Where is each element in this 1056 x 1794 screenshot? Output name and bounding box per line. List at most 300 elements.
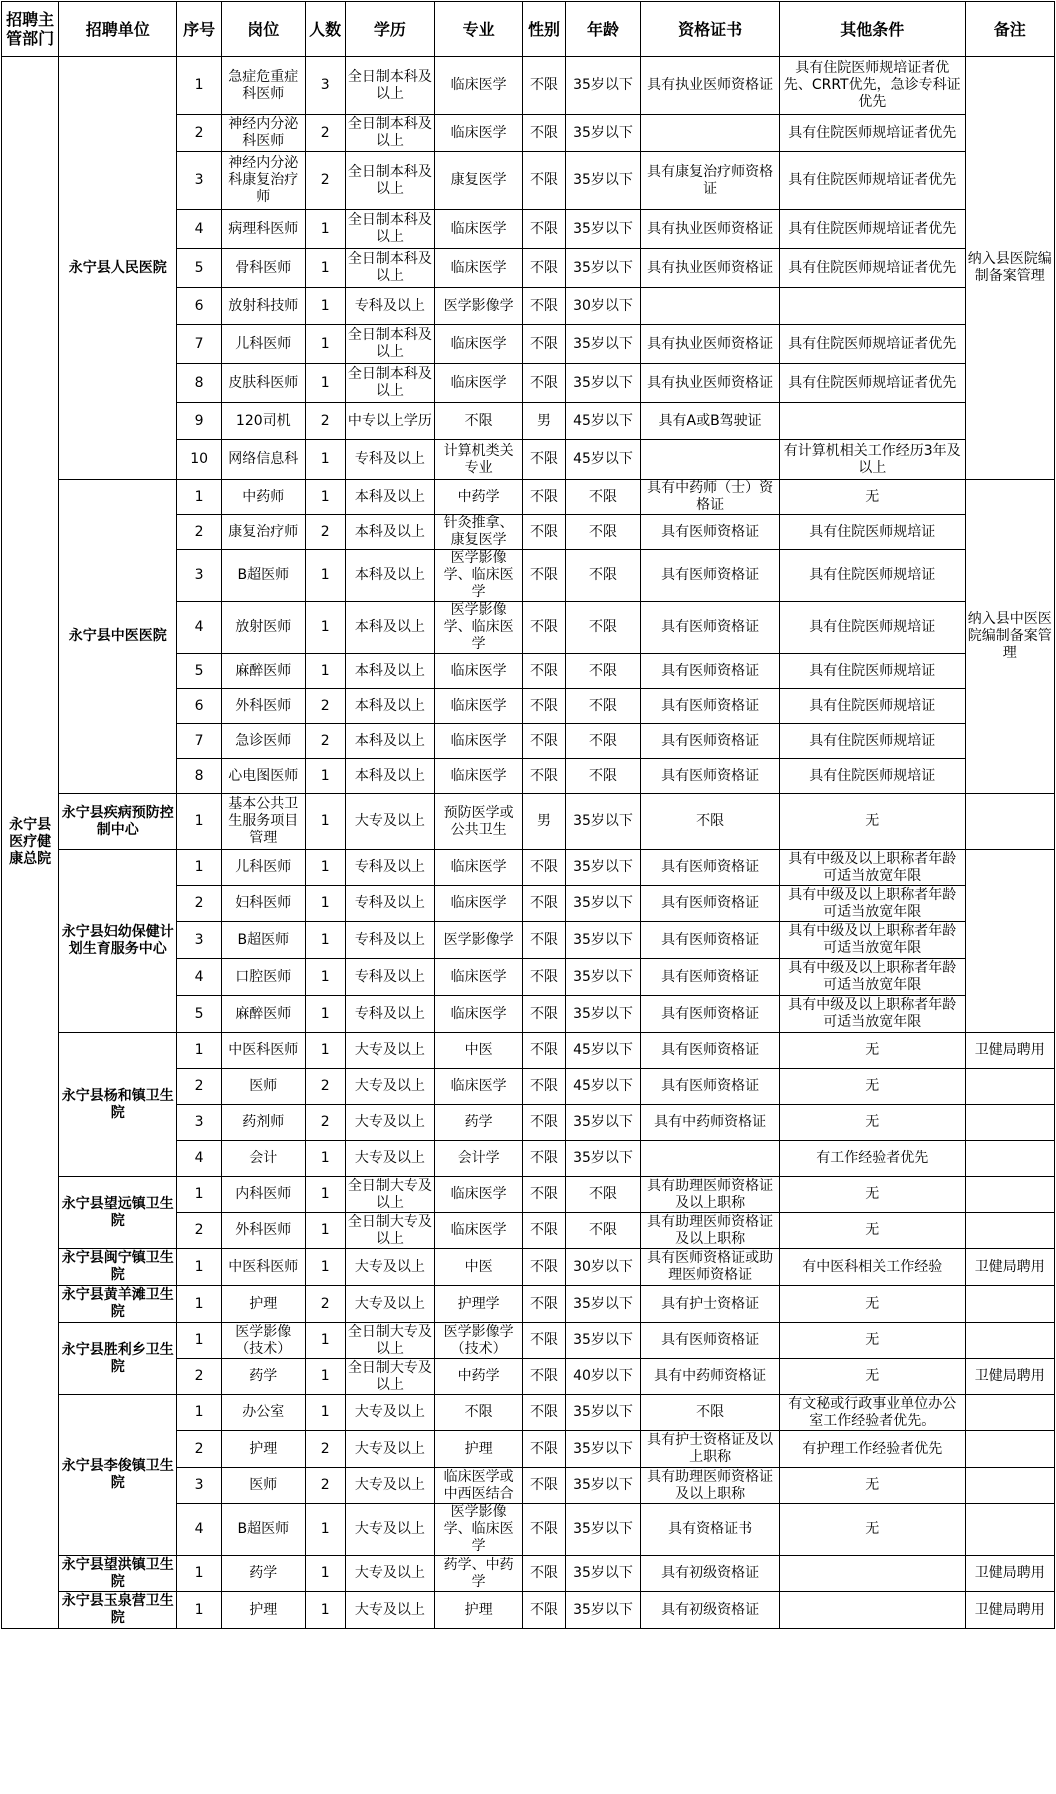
other-cell: 有护理工作经验者优先	[779, 1431, 965, 1468]
count-cell: 1	[305, 886, 345, 922]
other-cell: 无	[779, 1359, 965, 1395]
seq-cell: 5	[177, 996, 222, 1033]
unit-cell: 永宁县李俊镇卫生院	[59, 1395, 177, 1556]
count-cell: 1	[305, 1592, 345, 1629]
education-cell: 专科及以上	[345, 922, 434, 959]
gender-cell: 不限	[523, 1468, 565, 1504]
post-cell: 基本公共卫生服务项目管理	[221, 794, 305, 850]
count-cell: 1	[305, 1323, 345, 1359]
count-cell: 2	[305, 1468, 345, 1504]
gender-cell: 不限	[523, 759, 565, 794]
other-cell: 具有住院医师规培证	[779, 654, 965, 689]
education-cell: 大专及以上	[345, 1504, 434, 1556]
seq-cell: 1	[177, 57, 222, 115]
seq-cell: 2	[177, 1213, 222, 1249]
gender-cell: 不限	[523, 1141, 565, 1177]
remark-cell	[965, 1395, 1054, 1431]
other-cell: 无	[779, 1213, 965, 1249]
gender-cell: 不限	[523, 288, 565, 325]
major-cell: 临床医学	[435, 689, 523, 724]
seq-cell: 3	[177, 550, 222, 602]
certificate-cell: 具有医师资格证	[641, 1033, 780, 1069]
education-cell: 大专及以上	[345, 1431, 434, 1468]
major-cell: 不限	[435, 1395, 523, 1431]
post-cell: 办公室	[221, 1395, 305, 1431]
remark-cell	[965, 1504, 1054, 1556]
count-cell: 1	[305, 1249, 345, 1286]
post-cell: 急诊医师	[221, 724, 305, 759]
major-cell: 中药学	[435, 1359, 523, 1395]
unit-cell: 永宁县玉泉营卫生院	[59, 1592, 177, 1629]
post-cell: B超医师	[221, 550, 305, 602]
certificate-cell: 具有助理医师资格证及以上职称	[641, 1177, 780, 1213]
seq-cell: 1	[177, 1592, 222, 1629]
seq-cell: 4	[177, 602, 222, 654]
age-cell: 35岁以下	[565, 57, 641, 115]
major-cell: 临床医学	[435, 1177, 523, 1213]
certificate-cell: 具有中药师资格证	[641, 1359, 780, 1395]
age-cell: 35岁以下	[565, 850, 641, 886]
seq-cell: 2	[177, 515, 222, 550]
count-cell: 2	[305, 115, 345, 152]
certificate-cell: 具有医师资格证	[641, 602, 780, 654]
age-cell: 35岁以下	[565, 1468, 641, 1504]
post-cell: 麻醉医师	[221, 654, 305, 689]
gender-cell: 男	[523, 794, 565, 850]
table-row	[2, 850, 1055, 886]
remark-cell: 纳入县医院编制备案管理	[965, 57, 1054, 480]
age-cell: 30岁以下	[565, 288, 641, 325]
count-cell: 1	[305, 440, 345, 480]
education-cell: 全日制大专及以上	[345, 1359, 434, 1395]
education-cell: 专科及以上	[345, 850, 434, 886]
post-cell: 护理	[221, 1286, 305, 1323]
seq-cell: 1	[177, 1177, 222, 1213]
other-cell	[779, 1592, 965, 1629]
certificate-cell: 具有中药师资格证	[641, 1105, 780, 1141]
count-cell: 1	[305, 364, 345, 403]
other-cell	[779, 288, 965, 325]
gender-cell: 不限	[523, 1069, 565, 1105]
age-cell: 不限	[565, 515, 641, 550]
major-cell: 药学	[435, 1105, 523, 1141]
gender-cell: 不限	[523, 1395, 565, 1431]
seq-cell: 6	[177, 689, 222, 724]
certificate-cell: 具有医师资格证	[641, 1323, 780, 1359]
education-cell: 大专及以上	[345, 1033, 434, 1069]
count-cell: 1	[305, 1177, 345, 1213]
post-cell: 外科医师	[221, 689, 305, 724]
post-cell: 儿科医师	[221, 850, 305, 886]
remark-cell: 卫健局聘用	[965, 1249, 1054, 1286]
age-cell: 不限	[565, 480, 641, 515]
other-cell: 有文秘或行政事业单位办公室工作经验者优先。	[779, 1395, 965, 1431]
remark-cell	[965, 1323, 1054, 1359]
remark-cell: 纳入县中医医院编制备案管理	[965, 480, 1054, 794]
education-cell: 本科及以上	[345, 724, 434, 759]
post-cell: 外科医师	[221, 1213, 305, 1249]
certificate-cell: 具有医师资格证	[641, 759, 780, 794]
gender-cell: 男	[523, 403, 565, 440]
age-cell: 不限	[565, 759, 641, 794]
certificate-cell	[641, 115, 780, 152]
other-cell: 具有住院医师规培证	[779, 602, 965, 654]
certificate-cell: 具有医师资格证	[641, 515, 780, 550]
post-cell: 放射医师	[221, 602, 305, 654]
gender-cell: 不限	[523, 440, 565, 480]
seq-cell: 3	[177, 922, 222, 959]
seq-cell: 1	[177, 1323, 222, 1359]
seq-cell: 7	[177, 724, 222, 759]
certificate-cell	[641, 288, 780, 325]
other-cell: 具有中级及以上职称者年龄可适当放宽年限	[779, 922, 965, 959]
other-cell: 具有住院医师规培证	[779, 689, 965, 724]
education-cell: 大专及以上	[345, 1105, 434, 1141]
major-cell: 临床医学	[435, 850, 523, 886]
certificate-cell: 具有A或B驾驶证	[641, 403, 780, 440]
table-row	[2, 1033, 1055, 1069]
major-cell: 预防医学或公共卫生	[435, 794, 523, 850]
header-dept: 招聘主管部门	[2, 2, 59, 57]
unit-cell: 永宁县胜利乡卫生院	[59, 1323, 177, 1395]
table-row	[2, 1395, 1055, 1431]
major-cell: 护理学	[435, 1286, 523, 1323]
age-cell: 35岁以下	[565, 325, 641, 364]
major-cell: 临床医学	[435, 1069, 523, 1105]
gender-cell: 不限	[523, 886, 565, 922]
major-cell: 医学影像学（技术）	[435, 1323, 523, 1359]
count-cell: 1	[305, 1359, 345, 1395]
table-row	[2, 1592, 1055, 1629]
age-cell: 35岁以下	[565, 364, 641, 403]
other-cell: 具有住院医师规培证者优先	[779, 152, 965, 210]
age-cell: 35岁以下	[565, 1431, 641, 1468]
age-cell: 35岁以下	[565, 1323, 641, 1359]
gender-cell: 不限	[523, 515, 565, 550]
education-cell: 全日制本科及以上	[345, 364, 434, 403]
other-cell: 具有住院医师规培证者优先	[779, 325, 965, 364]
post-cell: 心电图医师	[221, 759, 305, 794]
education-cell: 大专及以上	[345, 1556, 434, 1592]
seq-cell: 1	[177, 1556, 222, 1592]
seq-cell: 3	[177, 152, 222, 210]
post-cell: 病理科医师	[221, 210, 305, 249]
remark-cell	[965, 1069, 1054, 1105]
seq-cell: 1	[177, 1249, 222, 1286]
post-cell: 药学	[221, 1359, 305, 1395]
gender-cell: 不限	[523, 1504, 565, 1556]
post-cell: 口腔医师	[221, 959, 305, 996]
remark-cell	[965, 794, 1054, 850]
count-cell: 1	[305, 325, 345, 364]
post-cell: 中药师	[221, 480, 305, 515]
age-cell: 35岁以下	[565, 1556, 641, 1592]
seq-cell: 5	[177, 654, 222, 689]
header-major: 专业	[435, 2, 523, 57]
major-cell: 临床医学	[435, 57, 523, 115]
gender-cell: 不限	[523, 654, 565, 689]
age-cell: 45岁以下	[565, 1069, 641, 1105]
age-cell: 35岁以下	[565, 1504, 641, 1556]
major-cell: 中药学	[435, 480, 523, 515]
count-cell: 1	[305, 480, 345, 515]
other-cell: 有工作经验者优先	[779, 1141, 965, 1177]
unit-cell: 永宁县人民医院	[59, 57, 177, 480]
other-cell: 具有住院医师规培证	[779, 515, 965, 550]
count-cell: 1	[305, 996, 345, 1033]
age-cell: 35岁以下	[565, 152, 641, 210]
age-cell: 45岁以下	[565, 403, 641, 440]
count-cell: 1	[305, 1556, 345, 1592]
certificate-cell: 具有医师资格证	[641, 850, 780, 886]
seq-cell: 2	[177, 1069, 222, 1105]
major-cell: 医学影像学、临床医学	[435, 1504, 523, 1556]
education-cell: 大专及以上	[345, 1069, 434, 1105]
gender-cell: 不限	[523, 1249, 565, 1286]
header-remark: 备注	[965, 2, 1054, 57]
other-cell: 无	[779, 1069, 965, 1105]
certificate-cell: 具有执业医师资格证	[641, 325, 780, 364]
post-cell: 120司机	[221, 403, 305, 440]
age-cell: 35岁以下	[565, 115, 641, 152]
unit-cell: 永宁县中医医院	[59, 480, 177, 794]
post-cell: 医师	[221, 1468, 305, 1504]
age-cell: 35岁以下	[565, 959, 641, 996]
age-cell: 不限	[565, 724, 641, 759]
remark-cell	[965, 1105, 1054, 1141]
remark-cell	[965, 850, 1054, 1033]
count-cell: 2	[305, 1286, 345, 1323]
count-cell: 2	[305, 1431, 345, 1468]
major-cell: 临床医学	[435, 654, 523, 689]
unit-cell: 永宁县疾病预防控制中心	[59, 794, 177, 850]
remark-cell	[965, 1213, 1054, 1249]
age-cell: 35岁以下	[565, 1395, 641, 1431]
major-cell: 药学、中药学	[435, 1556, 523, 1592]
age-cell: 45岁以下	[565, 440, 641, 480]
gender-cell: 不限	[523, 57, 565, 115]
education-cell: 专科及以上	[345, 996, 434, 1033]
age-cell: 不限	[565, 1177, 641, 1213]
post-cell: 会计	[221, 1141, 305, 1177]
education-cell: 本科及以上	[345, 689, 434, 724]
certificate-cell: 具有护士资格证及以上职称	[641, 1431, 780, 1468]
age-cell: 不限	[565, 654, 641, 689]
seq-cell: 1	[177, 794, 222, 850]
education-cell: 全日制本科及以上	[345, 210, 434, 249]
other-cell: 具有住院医师规培证	[779, 759, 965, 794]
post-cell: B超医师	[221, 922, 305, 959]
gender-cell: 不限	[523, 325, 565, 364]
education-cell: 全日制本科及以上	[345, 57, 434, 115]
major-cell: 护理	[435, 1592, 523, 1629]
table-row	[2, 794, 1055, 850]
certificate-cell: 具有医师资格证	[641, 724, 780, 759]
certificate-cell: 具有医师资格证	[641, 550, 780, 602]
seq-cell: 2	[177, 1431, 222, 1468]
certificate-cell: 具有医师资格证	[641, 922, 780, 959]
seq-cell: 8	[177, 364, 222, 403]
count-cell: 2	[305, 1105, 345, 1141]
header-seq: 序号	[177, 2, 222, 57]
other-cell: 具有住院医师规培证者优先、CRRT优先，急诊专科证优先	[779, 57, 965, 115]
other-cell: 无	[779, 794, 965, 850]
gender-cell: 不限	[523, 364, 565, 403]
certificate-cell: 具有资格证书	[641, 1504, 780, 1556]
post-cell: 放射科技师	[221, 288, 305, 325]
gender-cell: 不限	[523, 249, 565, 288]
other-cell: 有中医科相关工作经验	[779, 1249, 965, 1286]
gender-cell: 不限	[523, 1177, 565, 1213]
other-cell: 无	[779, 1286, 965, 1323]
remark-cell	[965, 1286, 1054, 1323]
certificate-cell: 具有初级资格证	[641, 1556, 780, 1592]
seq-cell: 8	[177, 759, 222, 794]
post-cell: 皮肤科医师	[221, 364, 305, 403]
seq-cell: 2	[177, 115, 222, 152]
gender-cell: 不限	[523, 152, 565, 210]
table-row	[2, 1556, 1055, 1592]
count-cell: 3	[305, 57, 345, 115]
remark-cell	[965, 1141, 1054, 1177]
post-cell: 神经内分泌科康复治疗师	[221, 152, 305, 210]
post-cell: 护理	[221, 1431, 305, 1468]
count-cell: 2	[305, 689, 345, 724]
certificate-cell: 具有医师资格证	[641, 1069, 780, 1105]
age-cell: 35岁以下	[565, 886, 641, 922]
count-cell: 1	[305, 210, 345, 249]
seq-cell: 1	[177, 1033, 222, 1069]
education-cell: 本科及以上	[345, 602, 434, 654]
gender-cell: 不限	[523, 1556, 565, 1592]
gender-cell: 不限	[523, 850, 565, 886]
seq-cell: 1	[177, 850, 222, 886]
gender-cell: 不限	[523, 602, 565, 654]
post-cell: 药剂师	[221, 1105, 305, 1141]
gender-cell: 不限	[523, 1105, 565, 1141]
certificate-cell: 具有初级资格证	[641, 1592, 780, 1629]
major-cell: 临床医学	[435, 724, 523, 759]
age-cell: 不限	[565, 1213, 641, 1249]
post-cell: 妇科医师	[221, 886, 305, 922]
remark-cell: 卫健局聘用	[965, 1033, 1054, 1069]
post-cell: 医学影像（技术）	[221, 1323, 305, 1359]
remark-cell	[965, 1431, 1054, 1468]
gender-cell: 不限	[523, 922, 565, 959]
post-cell: 中医科医师	[221, 1033, 305, 1069]
header-gender: 性别	[523, 2, 565, 57]
post-cell: B超医师	[221, 1504, 305, 1556]
gender-cell: 不限	[523, 115, 565, 152]
other-cell: 具有住院医师规培证	[779, 550, 965, 602]
education-cell: 大专及以上	[345, 1592, 434, 1629]
post-cell: 骨科医师	[221, 249, 305, 288]
post-cell: 儿科医师	[221, 325, 305, 364]
remark-cell: 卫健局聘用	[965, 1556, 1054, 1592]
other-cell: 有计算机相关工作经历3年及以上	[779, 440, 965, 480]
certificate-cell: 具有医师资格证	[641, 689, 780, 724]
major-cell: 医学影像学、临床医学	[435, 602, 523, 654]
remark-cell: 卫健局聘用	[965, 1359, 1054, 1395]
other-cell: 具有住院医师规培证者优先	[779, 364, 965, 403]
count-cell: 1	[305, 1504, 345, 1556]
major-cell: 康复医学	[435, 152, 523, 210]
count-cell: 1	[305, 550, 345, 602]
header-other: 其他条件	[779, 2, 965, 57]
major-cell: 临床医学	[435, 115, 523, 152]
education-cell: 全日制大专及以上	[345, 1177, 434, 1213]
education-cell: 全日制本科及以上	[345, 325, 434, 364]
unit-cell: 永宁县望远镇卫生院	[59, 1177, 177, 1249]
major-cell: 临床医学	[435, 364, 523, 403]
age-cell: 35岁以下	[565, 1592, 641, 1629]
age-cell: 不限	[565, 550, 641, 602]
post-cell: 内科医师	[221, 1177, 305, 1213]
certificate-cell: 具有护士资格证	[641, 1286, 780, 1323]
age-cell: 不限	[565, 689, 641, 724]
age-cell: 35岁以下	[565, 210, 641, 249]
age-cell: 不限	[565, 602, 641, 654]
gender-cell: 不限	[523, 689, 565, 724]
education-cell: 大专及以上	[345, 1468, 434, 1504]
count-cell: 2	[305, 1069, 345, 1105]
seq-cell: 2	[177, 1359, 222, 1395]
gender-cell: 不限	[523, 1033, 565, 1069]
header-unit: 招聘单位	[59, 2, 177, 57]
age-cell: 35岁以下	[565, 922, 641, 959]
gender-cell: 不限	[523, 959, 565, 996]
age-cell: 35岁以下	[565, 996, 641, 1033]
certificate-cell: 具有医师资格证	[641, 996, 780, 1033]
gender-cell: 不限	[523, 210, 565, 249]
major-cell: 临床医学或中西医结合	[435, 1468, 523, 1504]
certificate-cell: 具有执业医师资格证	[641, 249, 780, 288]
certificate-cell	[641, 440, 780, 480]
count-cell: 1	[305, 759, 345, 794]
major-cell: 临床医学	[435, 249, 523, 288]
certificate-cell: 具有执业医师资格证	[641, 57, 780, 115]
seq-cell: 3	[177, 1105, 222, 1141]
other-cell	[779, 403, 965, 440]
header-age: 年龄	[565, 2, 641, 57]
gender-cell: 不限	[523, 1592, 565, 1629]
education-cell: 本科及以上	[345, 759, 434, 794]
age-cell: 35岁以下	[565, 1141, 641, 1177]
education-cell: 大专及以上	[345, 1286, 434, 1323]
major-cell: 中医	[435, 1033, 523, 1069]
other-cell: 具有中级及以上职称者年龄可适当放宽年限	[779, 959, 965, 996]
header-education: 学历	[345, 2, 434, 57]
other-cell: 无	[779, 1105, 965, 1141]
gender-cell: 不限	[523, 996, 565, 1033]
remark-cell	[965, 1177, 1054, 1213]
major-cell: 临床医学	[435, 759, 523, 794]
seq-cell: 7	[177, 325, 222, 364]
education-cell: 本科及以上	[345, 654, 434, 689]
unit-cell: 永宁县闽宁镇卫生院	[59, 1249, 177, 1286]
dept-cell: 永宁县医疗健康总院	[2, 57, 59, 1629]
major-cell: 不限	[435, 403, 523, 440]
other-cell: 无	[779, 1504, 965, 1556]
education-cell: 专科及以上	[345, 886, 434, 922]
certificate-cell: 具有医师资格证	[641, 886, 780, 922]
gender-cell: 不限	[523, 1323, 565, 1359]
header-count: 人数	[305, 2, 345, 57]
major-cell: 临床医学	[435, 959, 523, 996]
other-cell	[779, 1556, 965, 1592]
education-cell: 本科及以上	[345, 515, 434, 550]
education-cell: 全日制本科及以上	[345, 152, 434, 210]
